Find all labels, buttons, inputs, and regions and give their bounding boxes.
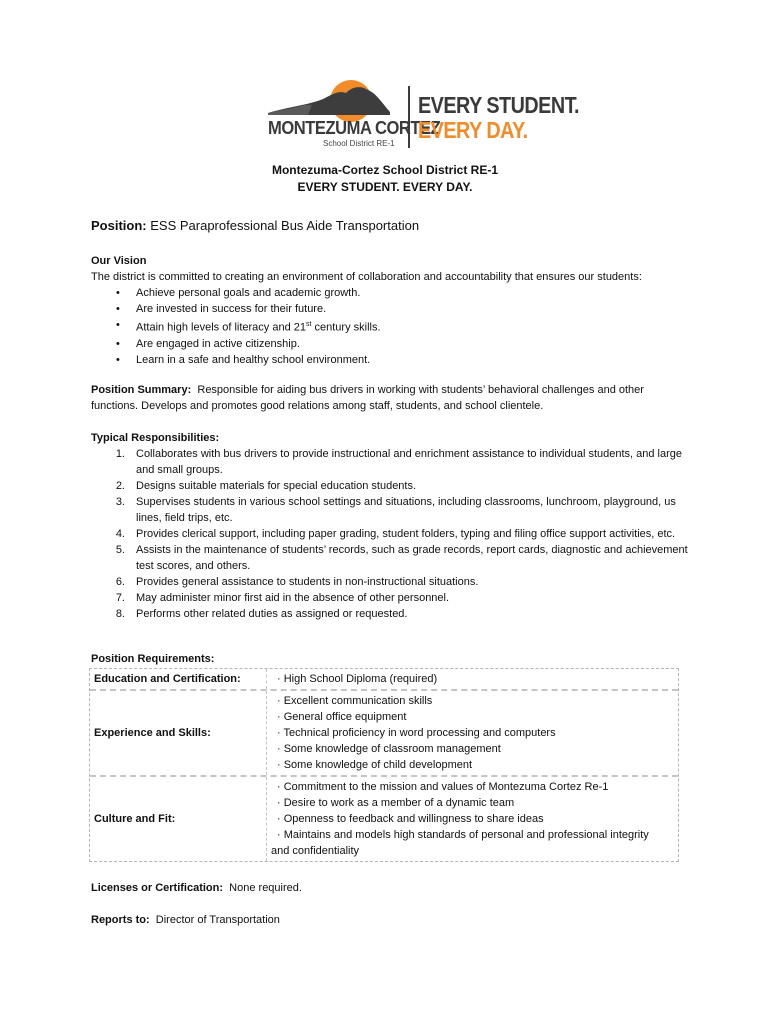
list-item: 2. Designs suitable materials for special education students. xyxy=(115,480,417,492)
list-item: 6. Provides general assistance to students in non-instructional situations. xyxy=(115,576,479,588)
vision-heading: Our Vision xyxy=(91,255,147,267)
logo-mesa-left xyxy=(268,105,312,115)
district-motto: EVERY STUDENT. EVERY DAY. xyxy=(297,180,473,194)
district-title: Montezuma-Cortez School District RE-1 xyxy=(271,163,499,177)
reports-to-line: Reports to: Director of Transportation xyxy=(91,914,280,926)
licenses-line: Licenses or Certification: None required. xyxy=(91,882,302,894)
responsibilities-list xyxy=(91,446,688,622)
list-item: 4. Provides clerical support, including paper grading, student folders, typing and filing office support activities, etc. xyxy=(115,528,676,540)
table-row xyxy=(90,689,678,775)
position-label: Position: xyxy=(91,218,147,233)
vision-list xyxy=(91,285,691,368)
row-values: · Commitment to the mission and values of Montezuma Cortez Re-1 · Desire to work as a member of a dynamic team · Openness to feedback and willingness to share ideas · Maintains and models high standards of personal and professional integrity and confidentiality xyxy=(271,781,649,857)
table-row xyxy=(90,775,678,861)
row-values: · Excellent communication skills · General office equipment · Technical proficiency in word processing and computers · Some knowledge of classroom management · Some knowledge of child development xyxy=(277,695,556,771)
row-label: Education and Certification: xyxy=(90,669,267,689)
responsibilities-heading: Typical Responsibilities: xyxy=(91,432,220,444)
logo-tagline-2: EVERY DAY. xyxy=(418,117,528,143)
row-values: · High School Diploma (required) xyxy=(277,673,438,685)
logo-subtitle: School District RE-1 xyxy=(323,139,395,148)
list-item: • Are engaged in active citizenship. xyxy=(91,336,691,352)
list-item: • Are invested in success for their future. xyxy=(91,301,691,317)
position-title: ESS Paraprofessional Bus Aide Transportation xyxy=(150,218,420,233)
vision-intro: The district is committed to creating an environment of collaboration and accountability that ensures our students: xyxy=(91,271,642,283)
requirements-heading: Position Requirements: xyxy=(91,653,215,665)
logo-name: MONTEZUMA CORTEZ xyxy=(268,118,441,138)
list-item: 3. Supervises students in various school settings and situations, including classrooms, lunchroom, playground, us lines, field trips, etc. xyxy=(115,496,676,524)
list-item: 1. Collaborates with bus drivers to provide instructional and enrichment assistance to individual students, and large and small groups. xyxy=(115,448,683,476)
logo-tagline-1: EVERY STUDENT. xyxy=(418,92,579,118)
requirements-table xyxy=(89,668,679,862)
table-row xyxy=(90,669,678,689)
list-item: 5. Assists in the maintenance of students’ records, such as grade records, report cards, diagnostic and achievement test scores, and others. xyxy=(115,544,688,572)
list-item: • Attain high levels of literacy and 21st century skills. xyxy=(91,317,691,336)
list-item: 7. May administer minor first aid in the absence of other personnel. xyxy=(115,592,450,604)
list-item: • Achieve personal goals and academic growth. xyxy=(91,285,691,301)
position-summary: Position Summary: Responsible for aiding bus drivers in working with students’ behavioral challenges and other functions. Develops and promotes good relations among staff, students, and school clientele. xyxy=(91,384,644,412)
position-line xyxy=(91,218,419,233)
row-label: Experience and Skills: xyxy=(90,691,267,775)
row-label: Culture and Fit: xyxy=(90,777,267,861)
list-item: 8. Performs other related duties as assigned or requested. xyxy=(115,608,408,620)
list-item: • Learn in a safe and healthy school environment. xyxy=(91,352,691,368)
